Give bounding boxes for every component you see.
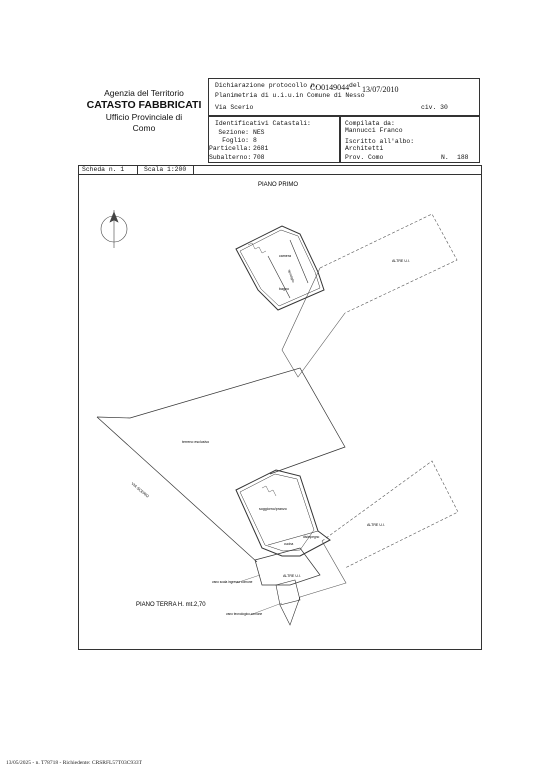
sezione-value: NES — [253, 129, 265, 136]
footer-request-info: 13/05/2025 - n. T78718 - Richiedente: CRSRFL57T03C933T — [6, 760, 143, 766]
protocol-date: 13/07/2010 — [362, 85, 399, 94]
compilata-label: Compilata da: — [345, 120, 395, 127]
bagno-label: bagno — [279, 287, 289, 291]
office-label: Ufficio Provinciale di — [105, 112, 183, 122]
vano-tecnologico-label: vano tecnologico comune — [226, 612, 263, 616]
altre-ui-label-2: ALTRE U.I. — [367, 523, 385, 527]
camera-label: camera — [279, 254, 291, 258]
ripostiglio-label: ripostiglio — [287, 268, 296, 283]
altre-ui-label-3: ALTRE U.I. — [283, 574, 301, 578]
albo-value: Architetti — [345, 145, 384, 152]
piano-terra-label: PIANO TERRA H. mt.2,70 — [136, 602, 206, 608]
vano-scala-label: vano scala ingresso comune — [212, 580, 253, 584]
foglio-value: 8 — [253, 137, 257, 144]
scheda-label: Scheda n. 1 — [82, 166, 125, 173]
compiler-name: Mannucci Franco — [345, 127, 403, 134]
identificativi-title: Identificativi Catastali: — [215, 120, 311, 127]
disimpegno-label: disimpegno — [303, 535, 320, 539]
foglio-label: Foglio: — [222, 137, 249, 144]
cucina-label: cucina — [284, 542, 294, 546]
del-label: del — [349, 82, 361, 89]
leader-vano-tecnologico — [250, 603, 282, 615]
dichiarazione-label: Dichiarazione protocollo n. — [215, 82, 319, 89]
soggiorno-label: soggiorno/pranzo — [259, 507, 287, 511]
agency-name: Agenzia del Territorio — [104, 88, 184, 98]
particella-label: Particella: — [209, 145, 252, 152]
address: Via Scerio — [215, 104, 254, 111]
office-city: Como — [132, 123, 156, 133]
iscritto-label: Iscritto all'albo: — [345, 138, 415, 145]
terreno-outline — [97, 368, 345, 562]
province: Prov. Como — [345, 154, 384, 161]
catasto-title: CATASTO FABBRICATI — [86, 99, 202, 111]
first-floor-unit — [236, 226, 324, 310]
protocol-number: CO0149044 — [310, 83, 350, 92]
n-label: N. — [441, 154, 449, 161]
subalterno-label: Subalterno: — [209, 154, 252, 161]
ground-floor-unit — [236, 470, 330, 625]
terreno-label: terreno esclusivo — [182, 440, 210, 444]
civic-number: civ. 30 — [421, 104, 448, 111]
piano-primo-label: PIANO PRIMO — [258, 182, 299, 188]
scale-label: Scala 1:200 — [144, 166, 187, 173]
particella-value: 2681 — [253, 145, 269, 152]
via-scerio-label: VIA SCERIO — [130, 481, 150, 499]
subalterno-value: 708 — [253, 154, 265, 161]
albo-number: 188 — [457, 154, 469, 161]
altre-ui-first-floor — [282, 214, 457, 377]
altre-ui-label-1: ALTRE U.I. — [392, 259, 410, 263]
planimetria-line: Planimetria di u.i.u.in Comune di Nesso — [215, 92, 365, 99]
altre-ui-ground-right — [300, 461, 458, 597]
north-arrow-icon — [101, 210, 127, 248]
sezione-label: Sezione: — [218, 129, 249, 136]
